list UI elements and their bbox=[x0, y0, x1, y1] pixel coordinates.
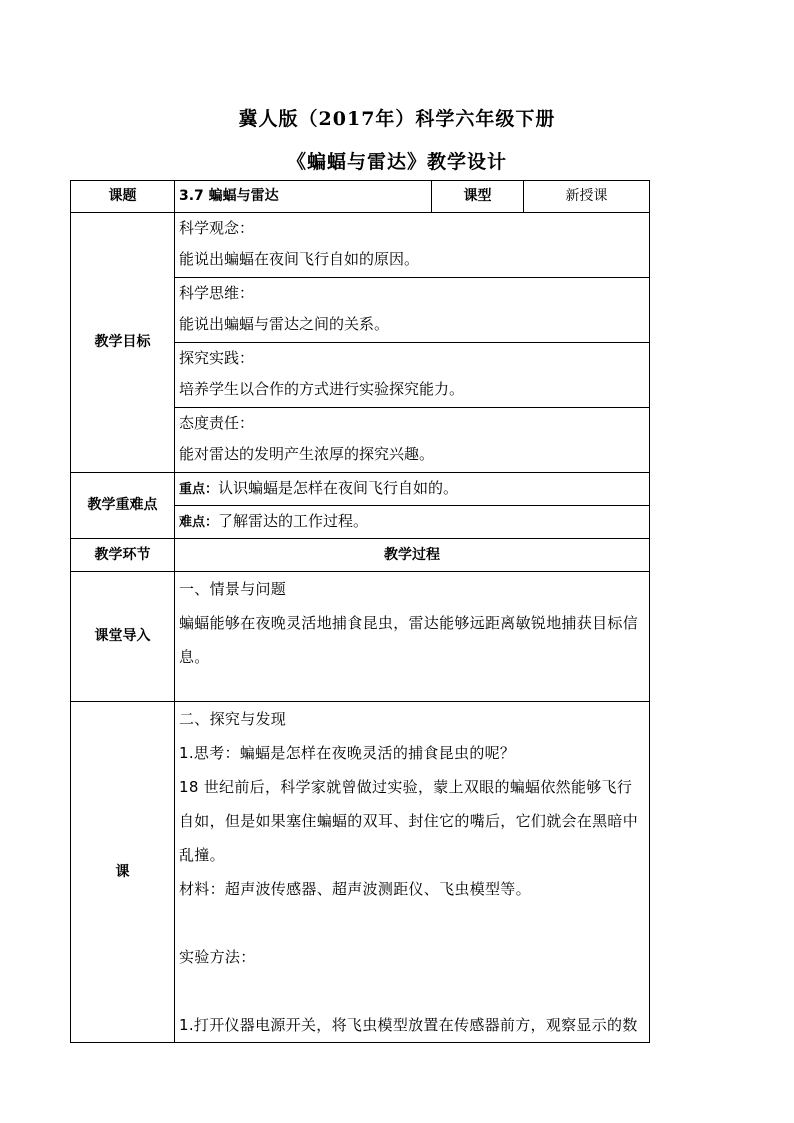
objective-item bbox=[175, 408, 650, 473]
objective-heading: 科学观念： bbox=[179, 219, 255, 237]
lesson-paragraph: 18 世纪前后，科学家就曾做过实验，蒙上双眼的蝙蝠依然能够飞行自如，但是如果塞住蝙蝠的双耳、封住它的嘴后，它们就会在黑暗中乱撞。 bbox=[179, 778, 639, 864]
topic-label: 课题 bbox=[71, 181, 175, 213]
objective-item bbox=[175, 278, 650, 343]
intro-content bbox=[175, 572, 650, 702]
objective-text: 能对雷达的发明产生浓厚的探究兴趣。 bbox=[179, 445, 435, 463]
intro-label: 课堂导入 bbox=[71, 572, 175, 702]
difficulty-text: 了解雷达的工作过程。 bbox=[218, 512, 369, 530]
lesson-materials: 材料：超声波传感器、超声波测距仪、飞虫模型等。 bbox=[179, 880, 531, 898]
objectives-label: 教学目标 bbox=[71, 213, 175, 473]
document-title: 冀人版（2017年）科学六年级下册 bbox=[238, 108, 556, 130]
document-subtitle: 《蝙蝠与雷达》教学设计 bbox=[286, 151, 507, 173]
method-heading: 实验方法： bbox=[179, 948, 256, 966]
stage-header: 教学环节 bbox=[71, 539, 175, 572]
objective-item bbox=[175, 343, 650, 408]
lesson-question: 1.思考：蝙蝠是怎样在夜晚灵活的捕食昆虫的呢？ bbox=[179, 744, 516, 762]
type-label: 课型 bbox=[432, 181, 524, 213]
lesson-content bbox=[175, 702, 650, 1043]
key-point-row bbox=[175, 473, 650, 506]
key-point-label: 重点： bbox=[179, 482, 219, 497]
objective-item bbox=[175, 213, 650, 278]
lesson-heading: 二、探究与发现 bbox=[179, 710, 287, 728]
type-value: 新授课 bbox=[524, 181, 650, 213]
objective-text: 培养学生以合作的方式进行实验探究能力。 bbox=[179, 380, 465, 398]
intro-text: 蝙蝠能够在夜晚灵活地捕食昆虫，雷达能够远距离敏锐地捕获目标信息。 bbox=[179, 614, 639, 666]
intro-heading: 一、情景与问题 bbox=[179, 580, 287, 598]
difficulty-row bbox=[175, 506, 650, 539]
lesson-label: 课 bbox=[71, 702, 175, 1043]
lesson-plan-table bbox=[70, 180, 650, 1043]
key-point-text: 认识蝙蝠是怎样在夜间飞行自如的。 bbox=[218, 479, 459, 497]
objective-heading: 探究实践： bbox=[179, 349, 255, 367]
key-points-label: 教学重难点 bbox=[71, 473, 175, 539]
topic-value: 3.7 蝙蝠与雷达 bbox=[175, 181, 432, 213]
objective-heading: 科学思维： bbox=[179, 284, 255, 302]
spacer bbox=[179, 906, 647, 940]
method-step-1: 1.打开仪器电源开关，将飞虫模型放置在传感器前方，观察显示的数 bbox=[179, 1016, 638, 1034]
difficulty-label: 难点： bbox=[179, 515, 219, 530]
objective-heading: 态度责任： bbox=[179, 414, 255, 432]
process-header: 教学过程 bbox=[175, 539, 650, 572]
spacer bbox=[179, 974, 647, 1008]
objective-text: 能说出蝙蝠在夜间飞行自如的原因。 bbox=[179, 250, 420, 268]
objective-text: 能说出蝙蝠与雷达之间的关系。 bbox=[179, 315, 390, 333]
